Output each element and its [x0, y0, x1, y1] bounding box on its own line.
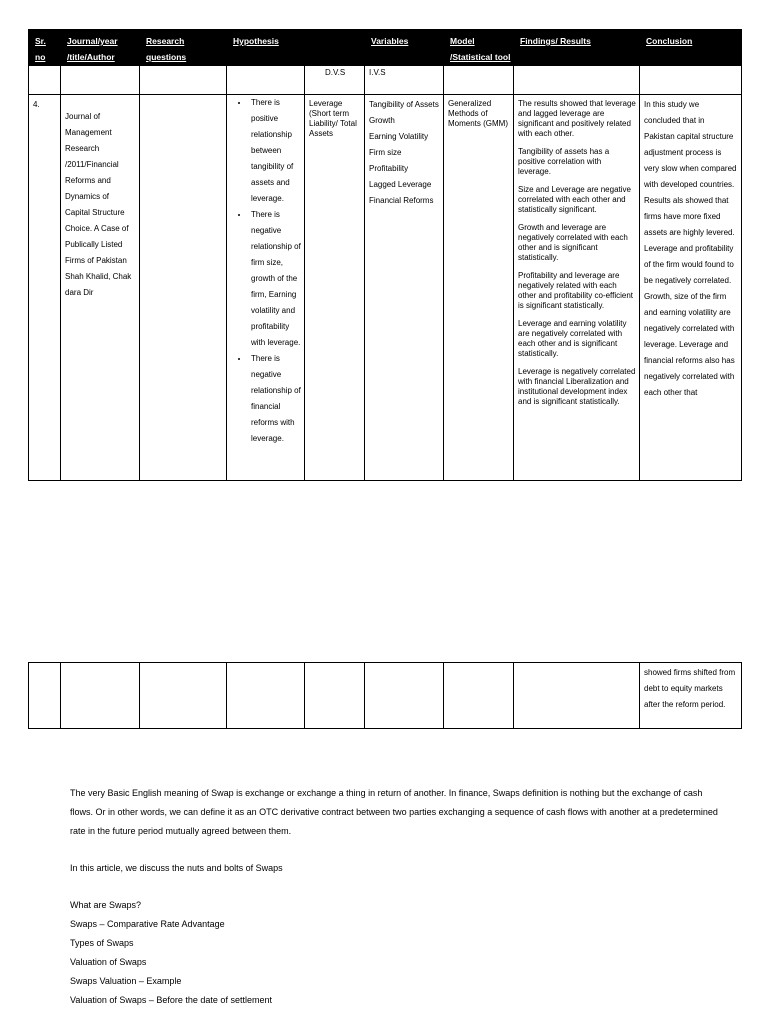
- subheader-ivs: I.V.S: [365, 66, 444, 95]
- header-variables: Variables: [365, 30, 444, 66]
- article-toc: [70, 896, 720, 1010]
- toc-item: Valuation of Swaps: [70, 957, 147, 967]
- article-lead: In this article, we discuss the nuts and bolts of Swaps: [70, 863, 283, 873]
- subheader-dvs: D.V.S: [305, 66, 365, 95]
- table-header-row: [29, 30, 742, 66]
- ivs-item: Financial Reforms: [369, 196, 434, 205]
- finding-item: Leverage is negatively correlated with financial Liberalization and institutional development index and is significant statistically.: [518, 367, 636, 406]
- ivs-item: Lagged Leverage: [369, 180, 432, 189]
- ivs-item: Profitability: [369, 164, 409, 173]
- research-table: [28, 29, 742, 481]
- ivs-item: Growth: [369, 116, 395, 125]
- research-table-continued: [28, 662, 742, 729]
- header-sr-no: Sr. no: [29, 30, 61, 66]
- hypothesis-item: • There is positive relationship between tangibility of assets and leverage.: [249, 95, 304, 207]
- cell-conclusion: In this study we concluded that in Pakistan capital structure adjustment process is very slow when compared with developed countries. Results als showed that firms have more fixed assets are highly levered. Leverage and profitability of the firm would found to be negatively correlated. Growth, size of the firm and earning volatility are negatively correlated with leverage. Leverage and financial reforms also has negatively correlated with each other that: [640, 95, 742, 481]
- ivs-item: Tangibility of Assets: [369, 100, 439, 109]
- finding-item: Size and Leverage are negative correlated with each other and statistically significant.: [518, 185, 631, 214]
- toc-item: What are Swaps?: [70, 900, 142, 910]
- header-model: Model /Statistical tool: [444, 30, 514, 66]
- toc-item: Swaps – Comparative Rate Advantage: [70, 919, 225, 929]
- article-body: [70, 784, 720, 1010]
- finding-item: Profitability and leverage are negatively related with each other and profitability co-efficient is significant statistically.: [518, 271, 634, 310]
- toc-item: Valuation of Swaps – Before the date of settlement: [70, 995, 272, 1005]
- table-subheader-row: [29, 66, 742, 95]
- cell-journal: Journal of Management Research /2011/Financial Reforms and Dynamics of Capital Structure Choice. A Case of Publically Listed Firms of Pakistan Shah Khalid, Chak dara Dir: [61, 95, 140, 481]
- cell-ivs: [365, 95, 444, 481]
- article-intro: The very Basic English meaning of Swap is exchange or exchange a thing in return of another. In finance, Swaps definition is nothing but the exchange of cash flows. Or in other words, we can define it as an OTC derivative contract between two parties exchanging a sequence of cash flows with another at a predetermined rate in the future period mutually agreed between them.: [70, 788, 718, 836]
- header-research-questions: Research questions: [140, 30, 227, 66]
- ivs-item: Earning Volatility: [369, 132, 429, 141]
- header-blank: [305, 30, 365, 66]
- table-row: [29, 95, 742, 481]
- hypothesis-item: • There is negative relationship of firm size, growth of the firm, Earning volatility and profitability with leverage.: [249, 207, 304, 351]
- cell-hypothesis: [227, 95, 305, 481]
- toc-item: Types of Swaps: [70, 938, 134, 948]
- finding-item: Leverage and earning volatility are negatively correlated with each other and is significant statistically.: [518, 319, 627, 358]
- cell-research-questions: [140, 95, 227, 481]
- header-findings: Findings/ Results: [514, 30, 640, 66]
- cell-findings: [514, 95, 640, 481]
- cell-sr-no: 4.: [29, 95, 61, 481]
- finding-item: Tangibility of assets has a positive correlation with leverage.: [518, 147, 610, 176]
- header-conclusion: Conclusion: [640, 30, 742, 66]
- finding-item: The results showed that leverage and lagged leverage are significant and positively related with each other.: [518, 99, 636, 138]
- hypothesis-item: • There is negative relationship of financial reforms with leverage.: [249, 351, 304, 447]
- cell-dvs: Leverage (Short term Liability/ Total Assets: [305, 95, 365, 481]
- table-row: [29, 663, 742, 729]
- finding-item: Growth and leverage are negatively correlated with each other and is significant statistically.: [518, 223, 628, 262]
- header-hypothesis: Hypothesis: [227, 30, 305, 66]
- cell-conclusion-continued: showed firms shifted from debt to equity markets after the reform period.: [640, 663, 742, 729]
- toc-item: Swaps Valuation – Example: [70, 976, 182, 986]
- cell-model: Generalized Methods of Moments (GMM): [444, 95, 514, 481]
- ivs-item: Firm size: [369, 148, 402, 157]
- header-journal: Journal/year /title/Author: [61, 30, 140, 66]
